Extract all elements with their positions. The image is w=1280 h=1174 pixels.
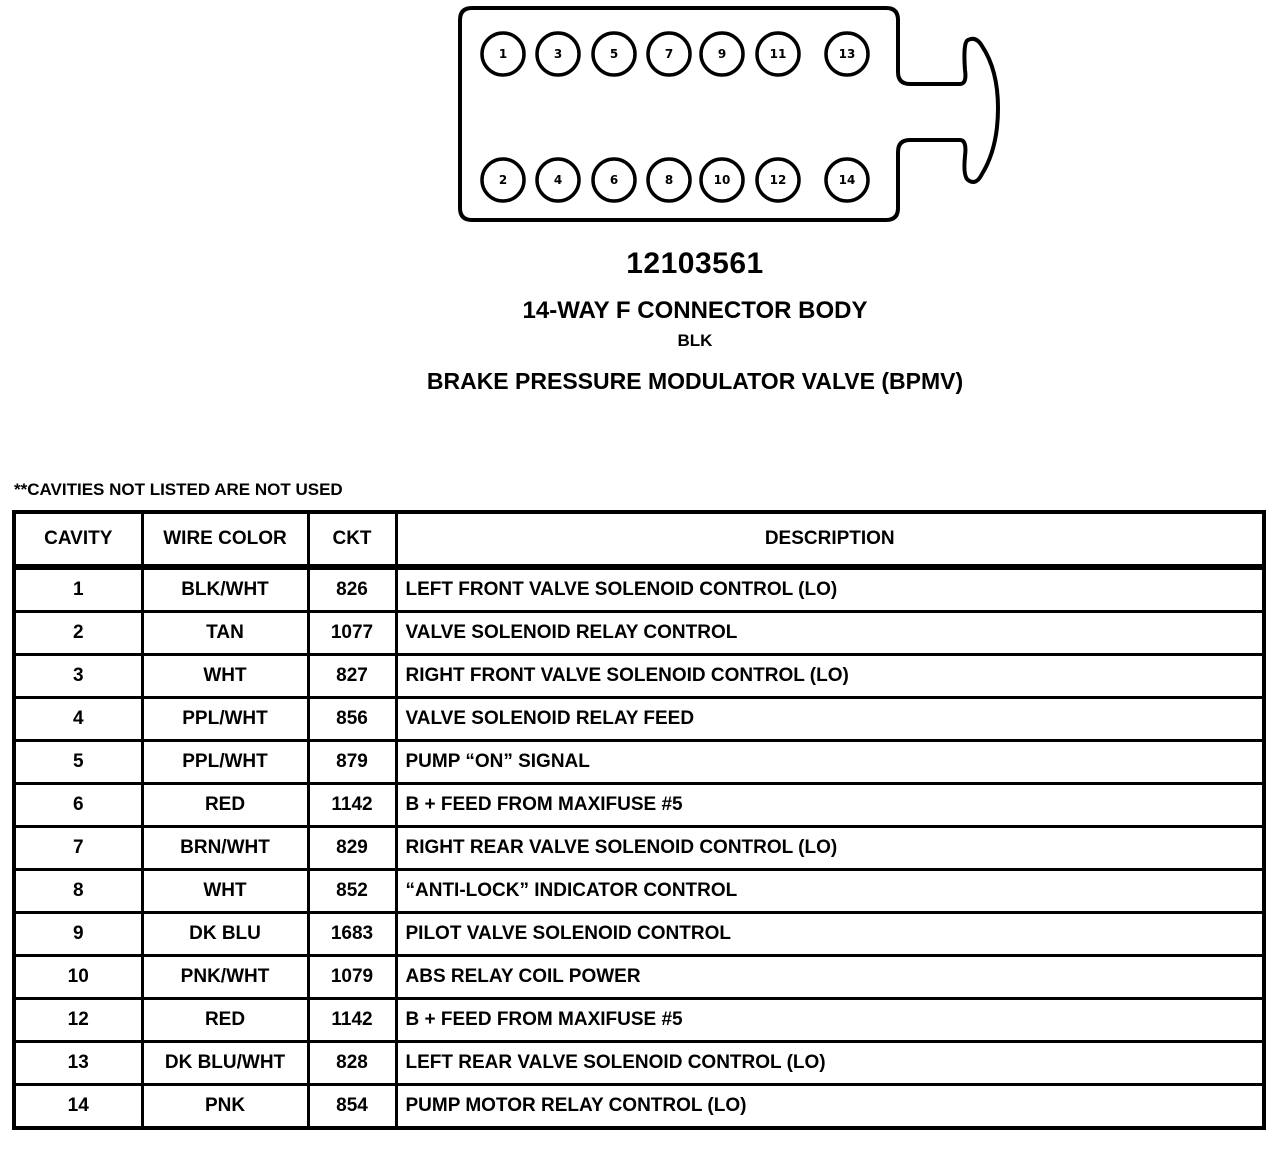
connector-diagram: [0, 0, 1280, 240]
table-row: [14, 956, 1264, 999]
connector-pin: [593, 33, 635, 75]
pin-number: 14: [838, 173, 856, 187]
cell-description: RIGHT REAR VALVE SOLENOID CONTROL (LO): [396, 827, 1264, 870]
pin-number: 12: [769, 173, 787, 187]
connector-pin: [701, 159, 743, 201]
cell-ckt: 854: [308, 1085, 396, 1129]
connector-pin: [826, 33, 868, 75]
cell-description: B + FEED FROM MAXIFUSE #5: [396, 784, 1264, 827]
cell-ckt: 879: [308, 741, 396, 784]
cell-ckt: 856: [308, 698, 396, 741]
pin-number: 10: [713, 173, 731, 187]
connector-pin: [482, 33, 524, 75]
cell-cavity: 9: [14, 913, 142, 956]
cell-wire-color: RED: [142, 784, 308, 827]
cell-wire-color: PPL/WHT: [142, 698, 308, 741]
cell-wire-color: DK BLU/WHT: [142, 1042, 308, 1085]
cell-ckt: 828: [308, 1042, 396, 1085]
cell-cavity: 2: [14, 612, 142, 655]
table-header-row: [14, 512, 1264, 567]
cell-wire-color: BLK/WHT: [142, 567, 308, 612]
cell-description: B + FEED FROM MAXIFUSE #5: [396, 999, 1264, 1042]
table-row: [14, 698, 1264, 741]
cell-wire-color: BRN/WHT: [142, 827, 308, 870]
cell-description: “ANTI-LOCK” INDICATOR CONTROL: [396, 870, 1264, 913]
pin-number: 7: [664, 47, 674, 61]
cell-description: PILOT VALVE SOLENOID CONTROL: [396, 913, 1264, 956]
cell-description: RIGHT FRONT VALVE SOLENOID CONTROL (LO): [396, 655, 1264, 698]
cell-wire-color: PPL/WHT: [142, 741, 308, 784]
cell-cavity: 5: [14, 741, 142, 784]
pin-number: 4: [553, 173, 563, 187]
cell-ckt: 1142: [308, 784, 396, 827]
connector-pin: [593, 159, 635, 201]
pin-number: 13: [838, 47, 856, 61]
table-row: [14, 870, 1264, 913]
pinout-table: [12, 510, 1266, 1130]
pin-number: 2: [498, 173, 508, 187]
cell-wire-color: PNK/WHT: [142, 956, 308, 999]
table-row: [14, 913, 1264, 956]
cell-description: LEFT REAR VALVE SOLENOID CONTROL (LO): [396, 1042, 1264, 1085]
connector-pin: [757, 33, 799, 75]
header-description: DESCRIPTION: [396, 512, 1264, 567]
pin-number: 5: [609, 47, 619, 61]
connector-body-title: 14-WAY F CONNECTOR BODY: [522, 297, 868, 324]
table-row: [14, 655, 1264, 698]
header-cavity: CAVITY: [14, 512, 142, 567]
cell-wire-color: WHT: [142, 655, 308, 698]
table-row: [14, 999, 1264, 1042]
connector-pin: [648, 33, 690, 75]
header-wire-color: WIRE COLOR: [142, 512, 308, 567]
cell-wire-color: DK BLU: [142, 913, 308, 956]
cell-ckt: 827: [308, 655, 396, 698]
cell-cavity: 13: [14, 1042, 142, 1085]
cell-cavity: 7: [14, 827, 142, 870]
table-row: [14, 741, 1264, 784]
connector-color: BLK: [677, 331, 713, 350]
cell-ckt: 826: [308, 567, 396, 612]
cell-ckt: 829: [308, 827, 396, 870]
connector-pin: [826, 159, 868, 201]
cell-cavity: 10: [14, 956, 142, 999]
connector-pin: [537, 33, 579, 75]
cell-wire-color: TAN: [142, 612, 308, 655]
cell-description: VALVE SOLENOID RELAY FEED: [396, 698, 1264, 741]
cell-ckt: 852: [308, 870, 396, 913]
cell-wire-color: PNK: [142, 1085, 308, 1129]
table-row: [14, 827, 1264, 870]
pin-number: 11: [769, 47, 787, 61]
connector-pin: [482, 159, 524, 201]
cell-cavity: 12: [14, 999, 142, 1042]
pin-number: 6: [609, 173, 619, 187]
unused-cavities-note: **CAVITIES NOT LISTED ARE NOT USED: [14, 480, 343, 499]
cell-cavity: 14: [14, 1085, 142, 1129]
cell-cavity: 6: [14, 784, 142, 827]
pin-number: 1: [498, 47, 508, 61]
table-row: [14, 612, 1264, 655]
cell-wire-color: WHT: [142, 870, 308, 913]
cell-cavity: 8: [14, 870, 142, 913]
pin-number: 3: [553, 47, 563, 61]
connector-pin: [701, 33, 743, 75]
table-row: [14, 784, 1264, 827]
cell-description: ABS RELAY COIL POWER: [396, 956, 1264, 999]
cell-cavity: 3: [14, 655, 142, 698]
cell-ckt: 1077: [308, 612, 396, 655]
cell-cavity: 4: [14, 698, 142, 741]
cell-wire-color: RED: [142, 999, 308, 1042]
cell-ckt: 1079: [308, 956, 396, 999]
cell-description: LEFT FRONT VALVE SOLENOID CONTROL (LO): [396, 567, 1264, 612]
component-name: BRAKE PRESSURE MODULATOR VALVE (BPMV): [426, 368, 964, 394]
part-number: 12103561: [626, 247, 764, 280]
cell-description: PUMP “ON” SIGNAL: [396, 741, 1264, 784]
connector-pin: [537, 159, 579, 201]
cell-ckt: 1683: [308, 913, 396, 956]
table-row: [14, 1042, 1264, 1085]
connector-pin: [648, 159, 690, 201]
cell-description: VALVE SOLENOID RELAY CONTROL: [396, 612, 1264, 655]
header-ckt: CKT: [308, 512, 396, 567]
pin-number: 9: [717, 47, 727, 61]
cell-description: PUMP MOTOR RELAY CONTROL (LO): [396, 1085, 1264, 1129]
table-row: [14, 1085, 1264, 1129]
cell-cavity: 1: [14, 567, 142, 612]
cell-ckt: 1142: [308, 999, 396, 1042]
table-row: [14, 567, 1264, 612]
connector-pin: [757, 159, 799, 201]
pin-number: 8: [664, 173, 674, 187]
